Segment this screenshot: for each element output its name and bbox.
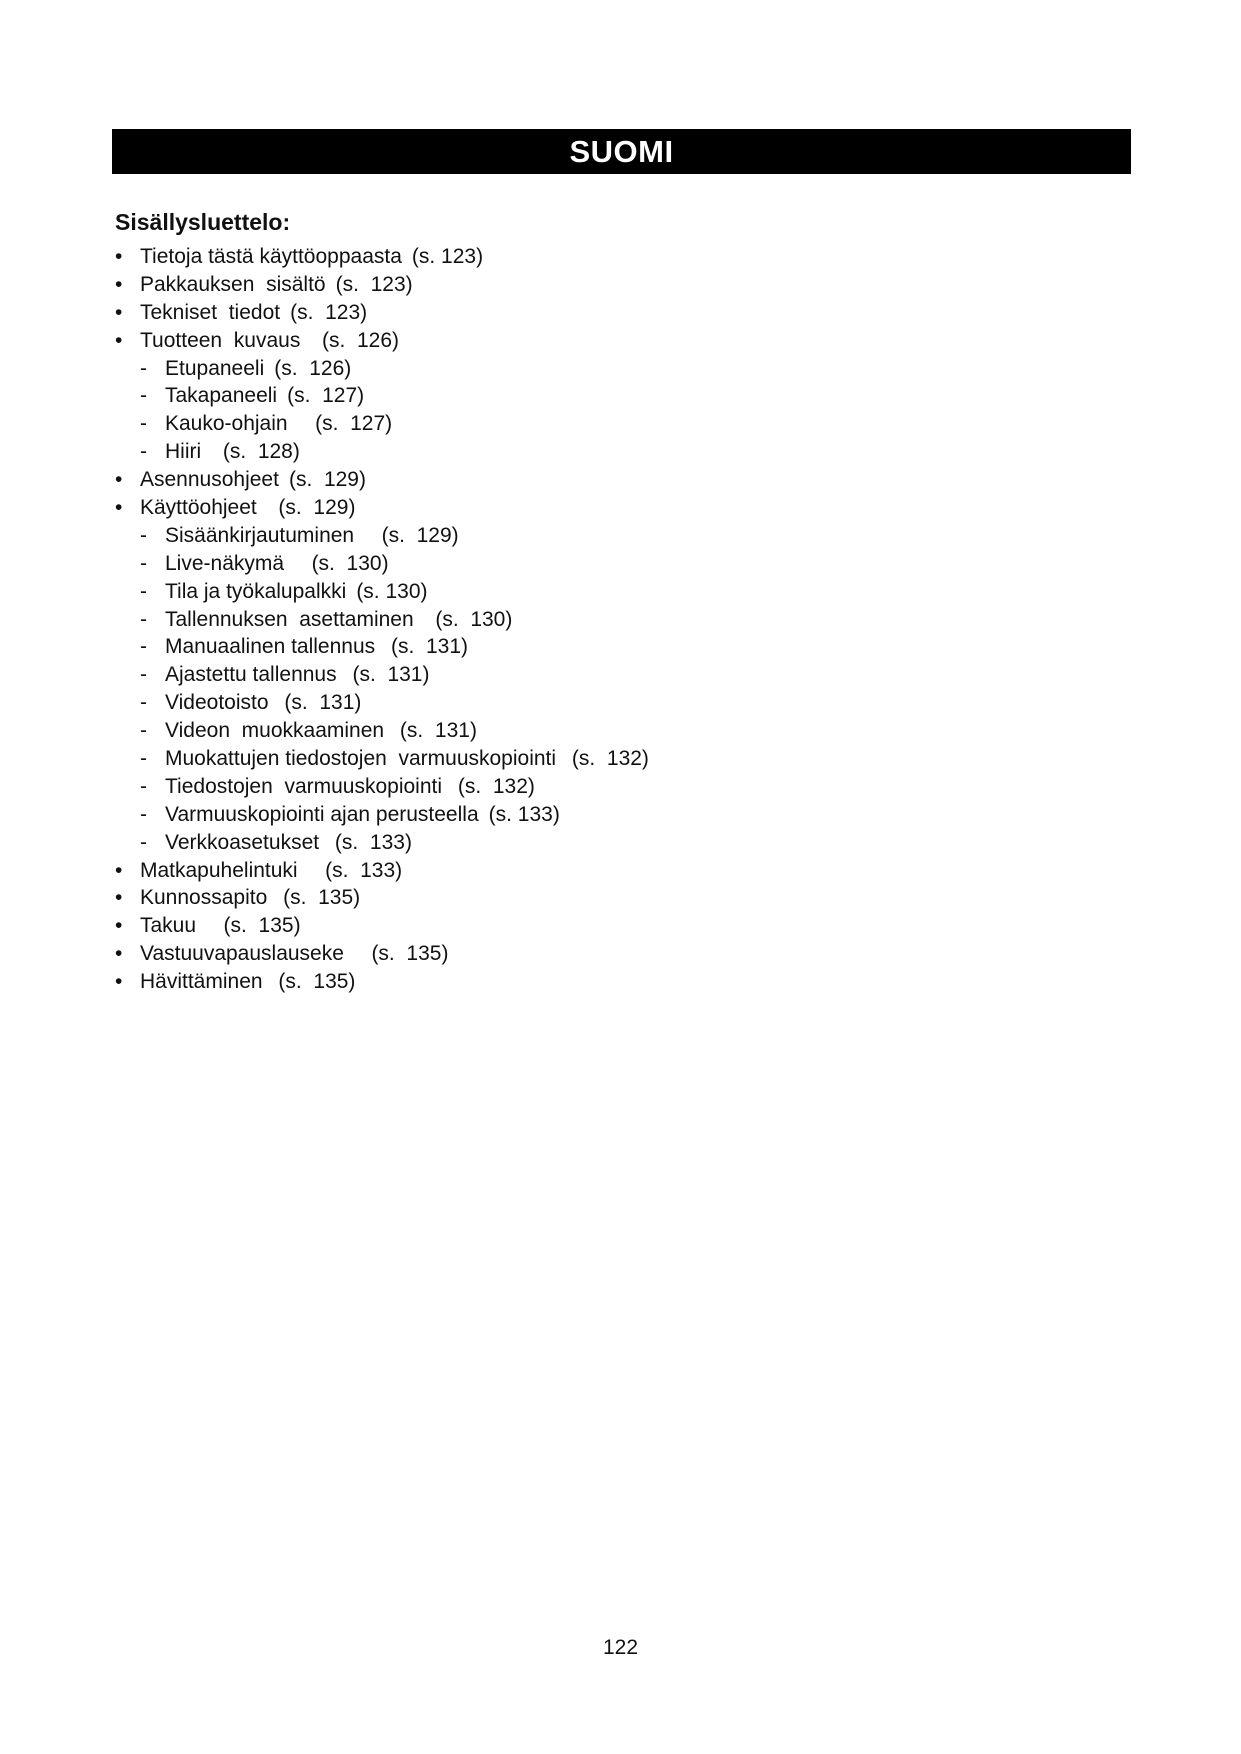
toc-entry-page: (s. 135) xyxy=(371,942,449,966)
toc-entry xyxy=(115,829,649,857)
toc-entry-label: Manuaalinen tallennus xyxy=(165,635,381,659)
dash-marker: - xyxy=(140,523,147,547)
toc-entry-page: (s. 133) xyxy=(325,858,403,882)
dash-marker: - xyxy=(140,440,147,464)
toc-entry-label: Takuu xyxy=(140,914,214,938)
dash-marker: - xyxy=(140,774,147,798)
toc-entry-page: (s. 135) xyxy=(283,886,361,910)
toc-entry xyxy=(115,633,649,661)
dash-marker: - xyxy=(140,356,147,380)
toc-entry-label: Videotoisto xyxy=(165,691,275,715)
toc-entry-page: (s. 123) xyxy=(335,272,413,296)
toc-entry-label: Tuotteen kuvaus xyxy=(140,328,312,352)
bullet-marker: • xyxy=(115,970,123,994)
dash-marker: - xyxy=(140,384,147,408)
toc-entry-page: (s. 130) xyxy=(356,579,428,603)
bullet-marker: • xyxy=(115,858,123,882)
toc-entry xyxy=(115,522,649,550)
dash-marker: - xyxy=(140,747,147,771)
toc-entry-page: (s. 123) xyxy=(411,245,484,268)
toc-entry xyxy=(115,494,649,522)
toc-entry-label: Live-näkymä xyxy=(165,551,302,575)
toc-entry-page: (s. 127) xyxy=(287,384,365,408)
toc-entry-page: (s. 135) xyxy=(223,914,301,938)
bullet-marker: • xyxy=(115,886,123,910)
toc-entry xyxy=(115,717,649,745)
toc-entry xyxy=(115,299,649,327)
toc-entry-label: Takapaneeli xyxy=(165,384,278,408)
dash-marker: - xyxy=(140,607,147,631)
dash-marker: - xyxy=(140,802,147,826)
toc-entry-label: Verkkoasetukset xyxy=(165,830,325,854)
bullet-marker: • xyxy=(115,942,123,966)
toc-entry-label: Varmuuskopiointi ajan perusteella xyxy=(165,802,479,826)
toc-entry-page: (s. 129) xyxy=(288,468,366,492)
dash-marker: - xyxy=(140,830,147,854)
toc-entry xyxy=(115,410,649,438)
toc-entry-label: Tiedostojen varmuuskopiointi xyxy=(165,774,448,798)
toc-entry-page: (s. 126) xyxy=(274,356,352,380)
toc-entry-page: (s. 130) xyxy=(435,607,513,631)
dash-marker: - xyxy=(140,691,147,715)
toc-entry-label: Etupaneeli xyxy=(165,356,265,380)
toc-entry xyxy=(115,940,649,968)
toc-entry-label: Tietoja tästä käyttöoppaasta xyxy=(140,245,402,268)
toc-entry-label: Käyttöohjeet xyxy=(140,496,269,520)
toc-entry-label: Tallennuksen asettaminen xyxy=(165,607,426,631)
dash-marker: - xyxy=(140,579,147,603)
language-title: SUOMI xyxy=(569,133,674,169)
toc-entry xyxy=(115,773,649,801)
toc-entry-label: Hiiri xyxy=(165,440,213,464)
toc-entry-page: (s. 131) xyxy=(284,691,362,715)
toc-entry xyxy=(115,438,649,466)
dash-marker: - xyxy=(140,663,147,687)
toc-entry xyxy=(115,801,649,829)
dash-marker: - xyxy=(140,412,147,436)
toc-entry xyxy=(115,271,649,299)
bullet-marker: • xyxy=(115,914,123,938)
toc-entry xyxy=(115,243,649,271)
toc-entry-label: Matkapuhelintuki xyxy=(140,858,316,882)
toc-entry-page: (s. 127) xyxy=(315,412,393,436)
toc-entry-label: Kauko-ohjain xyxy=(165,412,306,436)
toc-entry-label: Tekniset tiedot xyxy=(140,300,281,324)
toc-entry-label: Asennusohjeet xyxy=(140,468,279,492)
toc-entry xyxy=(115,857,649,885)
toc-entry xyxy=(115,550,649,578)
toc-entry-page: (s. 129) xyxy=(278,496,356,520)
toc-entry-label: Tila ja työkalupalkki xyxy=(165,579,347,603)
toc-entry-page: (s. 126) xyxy=(322,328,400,352)
toc-entry xyxy=(115,745,649,773)
dash-marker: - xyxy=(140,551,147,575)
toc-entry-page: (s. 130) xyxy=(311,551,389,575)
toc-entry-label: Ajastettu tallennus xyxy=(165,663,343,687)
toc-entry-page: (s. 135) xyxy=(278,970,356,994)
page-number: 122 xyxy=(602,1636,639,1659)
bullet-marker: • xyxy=(115,272,123,296)
toc-entry xyxy=(115,968,649,996)
toc-entry-label: Muokattujen tiedostojen varmuuskopiointi xyxy=(165,747,562,771)
toc-entry-page: (s. 133) xyxy=(488,802,560,826)
bullet-marker: • xyxy=(115,328,123,352)
bullet-marker: • xyxy=(115,496,123,520)
toc-entry-page: (s. 123) xyxy=(290,300,368,324)
toc-entry-label: Hävittäminen xyxy=(140,970,269,994)
toc-entry-page: (s. 133) xyxy=(334,830,412,854)
toc-entry xyxy=(115,606,649,634)
dash-marker: - xyxy=(140,635,147,659)
toc-entry xyxy=(115,578,649,606)
dash-marker: - xyxy=(140,719,147,743)
toc-entry-page: (s. 129) xyxy=(381,523,459,547)
toc-entry-page: (s. 131) xyxy=(399,719,477,743)
toc-entry-label: Pakkauksen sisältö xyxy=(140,272,326,296)
bullet-marker: • xyxy=(115,245,123,268)
toc-list xyxy=(115,243,649,996)
toc-entry xyxy=(115,661,649,689)
toc-entry-label: Sisäänkirjautuminen xyxy=(165,523,372,547)
toc-entry-page: (s. 132) xyxy=(457,774,535,798)
toc-entry xyxy=(115,912,649,940)
toc-entry-label: Kunnossapito xyxy=(140,886,274,910)
toc-entry-page: (s. 128) xyxy=(222,440,300,464)
toc-title: Sisällysluettelo: xyxy=(115,209,291,235)
toc-entry-label: Videon muokkaaminen xyxy=(165,719,390,743)
toc-entry xyxy=(115,689,649,717)
toc-entry xyxy=(115,355,649,383)
toc-entry xyxy=(115,884,649,912)
toc-entry-page: (s. 131) xyxy=(352,663,430,687)
toc-entry-page: (s. 132) xyxy=(571,747,649,771)
language-banner xyxy=(112,129,1131,174)
bullet-marker: • xyxy=(115,300,123,324)
toc-entry xyxy=(115,327,649,355)
toc-entry xyxy=(115,382,649,410)
bullet-marker: • xyxy=(115,468,123,492)
toc-entry-label: Vastuuvapauslauseke xyxy=(140,942,362,966)
toc-entry-page: (s. 131) xyxy=(391,635,469,659)
toc-entry xyxy=(115,466,649,494)
